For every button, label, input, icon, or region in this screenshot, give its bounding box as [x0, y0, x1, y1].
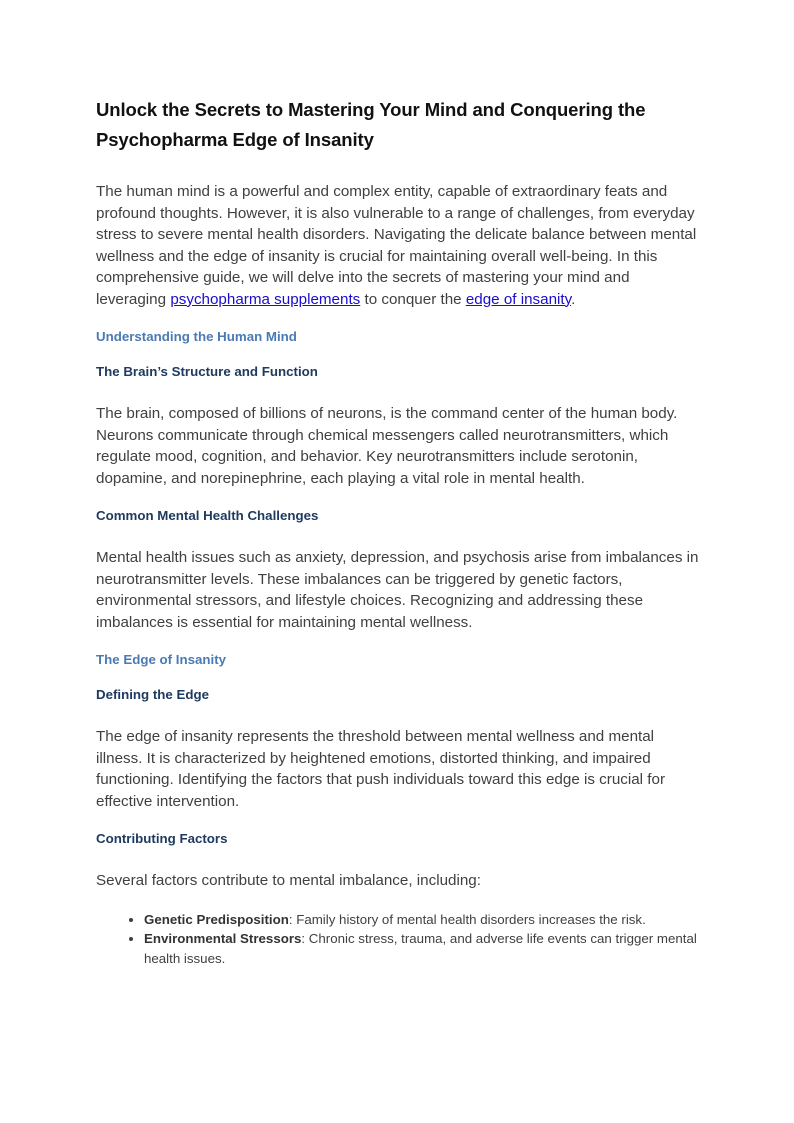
list-item	[144, 910, 702, 930]
intro-text-middle: to conquer the	[360, 290, 466, 308]
factor-term: Genetic Predisposition	[144, 911, 289, 927]
brain-structure-paragraph: The brain, composed of billions of neurons, is the command center of the human body. Neurons communicate through chemical messengers called neurotransmitters, which regulate mood, cognition, and behavior. Key neurotransmitters include serotonin, dopamine, and norepinephrine, each playing a vital role in mental health.	[96, 405, 678, 487]
intro-paragraph	[96, 181, 702, 310]
factor-term: Environmental Stressors	[144, 931, 302, 946]
intro-text-before: The human mind is a powerful and complex entity, capable of extraordinary feats and profound thoughts. However, it is also vulnerable to a range of challenges, from everyday stress to severe mental health disorders. Navigating the delicate balance between mental wellness and the edge of insanity is crucial for maintaining overall well-being. In this comprehensive guide, we will delve into the secrets of mastering your mind and leveraging	[96, 183, 697, 308]
psychopharma-supplements-link[interactable]: psychopharma supplements	[170, 290, 361, 308]
list-item	[144, 929, 702, 968]
factor-description: : Family history of mental health disorders increases the risk.	[288, 911, 646, 927]
section-heading-human-mind: Understanding the Human Mind	[96, 329, 297, 344]
page-title: Unlock the Secrets to Mastering Your Mind and Conquering the Psychopharma Edge of Insanity	[96, 99, 646, 150]
subheading-brain-structure: The Brain’s Structure and Function	[96, 364, 318, 379]
subheading-defining-edge: Defining the Edge	[96, 687, 210, 702]
subheading-mental-health-challenges: Common Mental Health Challenges	[96, 508, 319, 523]
factors-list	[96, 910, 702, 969]
subheading-contributing-factors: Contributing Factors	[96, 831, 228, 846]
contributing-factors-paragraph: Several factors contribute to mental imbalance, including:	[96, 872, 481, 889]
document-page	[96, 95, 702, 968]
intro-text-after: .	[571, 290, 576, 308]
factor-description: : Chronic stress, trauma, and adverse life events can trigger mental health issues.	[144, 931, 697, 966]
edge-of-insanity-link[interactable]: edge of insanity	[465, 290, 572, 308]
defining-edge-paragraph: The edge of insanity represents the threshold between mental wellness and mental illness. It is characterized by heightened emotions, distorted thinking, and impaired functioning. Identifying the factors that push individuals toward this edge is crucial for effective intervention.	[96, 728, 666, 810]
mental-health-challenges-paragraph: Mental health issues such as anxiety, depression, and psychosis arise from imbalances in neurotransmitter levels. These imbalances can be triggered by genetic factors, environmental stressors, and lifestyle choices. Recognizing and addressing these imbalances is essential for maintaining mental wellness.	[96, 549, 699, 631]
section-heading-edge-of-insanity: The Edge of Insanity	[96, 652, 227, 667]
